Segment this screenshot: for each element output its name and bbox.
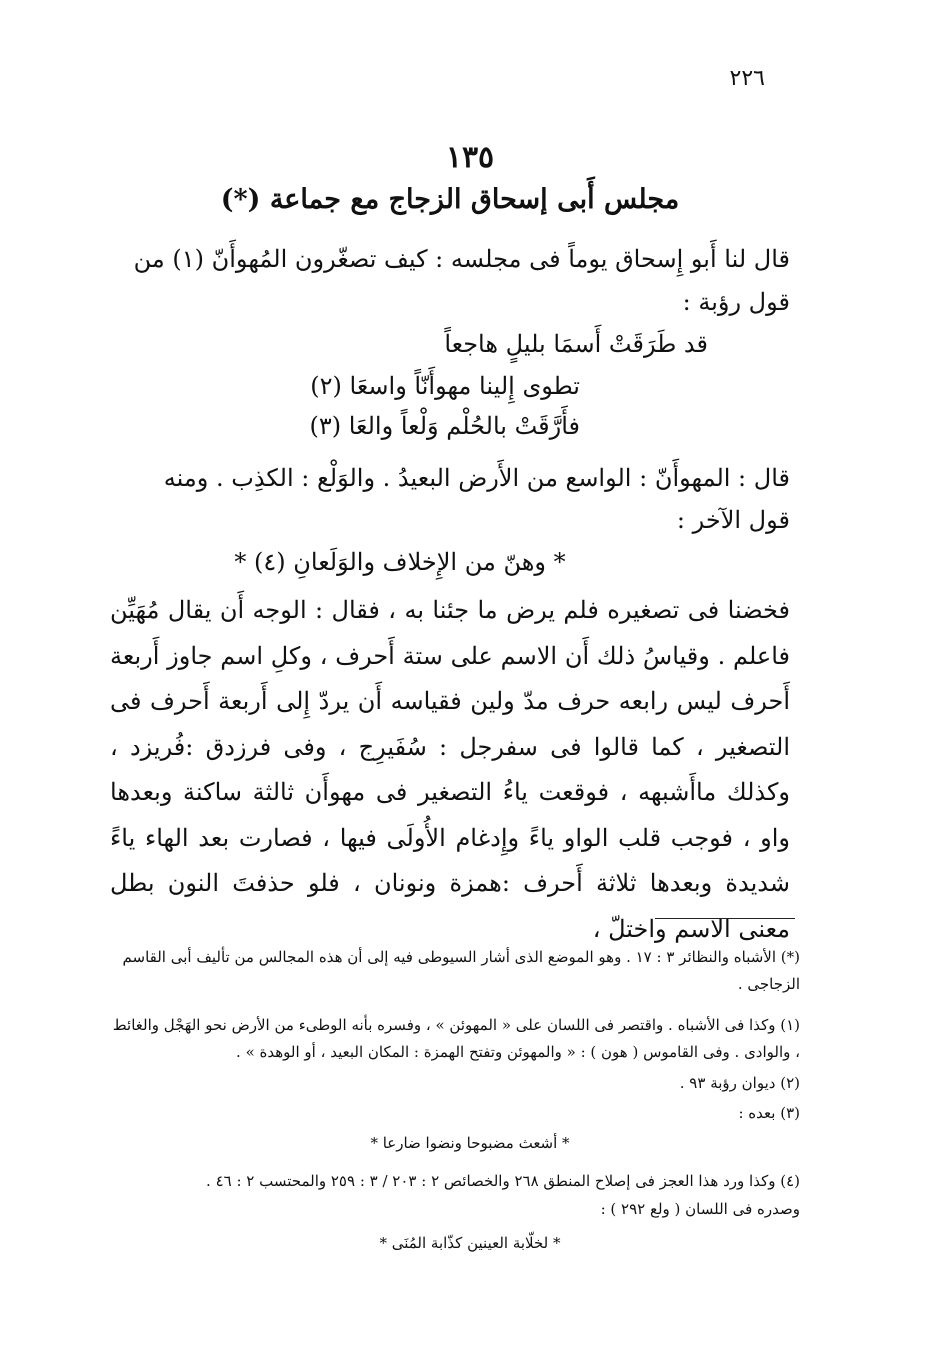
footnote-4-verse: * لخلّابة العينين كذّابة المُنَى * [379,1234,561,1252]
page-number: ٢٢٦ [729,66,765,91]
chapter-title: مجلس أَبى إسحاق الزجاج مع جماعة (*) [220,184,680,215]
verse-2: تطوى إِلينا مهوأَنّاً واسعَا (٢) [310,372,580,400]
section-number: ١٣٥ [445,140,495,175]
verse-3: فأَرَّقَتْ بالحُلْم وَلْعاً والعَا (٣) [309,412,580,440]
half-verse: * وهنّ من الإِخلاف والوَلَعانِ (٤) * [234,548,566,576]
footnote-star: (*) الأشباه والنظائر ٣ : ١٧ . وهو الموضع الذى أشار السيوطى فيه إلى أن هذه المجالس من تأليف أبى القاسم الزجاجى . [122,948,800,993]
footnote-4-line-1: (٤) وكذا ورد هذا العجز فى إصلاح المنطق ٢٦٨ والخصائص ٢ : ٢٠٣ / ٣ : ٢٥٩ والمحتسب ٢ : ٤٦ . [206,1172,800,1190]
body-paragraph: فخضنا فى تصغيره فلم يرض ما جئنا به ، فقال : الوجه أَن يقال مُهَيِّن فاعلم . وقياسُ ذلك أَن الاسم على ستة أَحرف ، وكلِ اسم جاوز أَربعة أَحرف ليس رابعه حرف مدّ ولين فقياسه أَن يردّ إِلى أَربعة أَحرف فى التصغير ، كما قالوا فى سفرجل : سُفَيرِج ، وفى فرزدق :فُريزد ، وكذلك ماأَشبهه ، فوقعت ياءُ التصغير فى مهوأَن ثالثة ساكنة وبعدها واو ، فوجب قلب الواو ياءً وإِدغام الأُولَى فيها ، فصارت بعد الهاء ياءً شديدة وبعدها ثلاثة أَحرف :همزة ونونان ، فلو حذفتَ النون بطل معنى الاسم واختلّ ، [110,596,790,943]
footnote-3: (٣) بعده : [738,1104,800,1122]
footnote-divider [655,918,795,919]
verse-1: قد طَرَقَتْ أَسمَا بليلٍ هاجعاً [444,330,708,358]
intro-line-1: قال لنا أَبو إِسحاق يوماً فى مجلسه : كيف تصغّرون المُهوأَنّ (١) من [133,245,790,273]
footnote-2: (٢) ديوان رؤبة ٩٣ . [679,1074,800,1092]
intro-line-2: قول رؤبة : [682,288,790,316]
footnote-3-verse: * أشعث مضبوحا ونضوا ضارعا * [370,1134,570,1152]
footnote-1: (١) وكذا فى الأشباه . واقتصر فى اللسان على « المهوئن » ، وفسره بأنه الوطىء من الأرض نحو الهَجْل والغائط ، والوادى . وفى القاموس ( هون ) : « والمهوئن وتفتح الهمزة : المكان البعيد ، أو الوهدة » . [112,1016,800,1061]
definition-line-2: قول الآخر : [676,506,790,534]
footnote-4-line-2: وصدره فى اللسان ( ولع ٢٩٢ ) : [600,1200,800,1218]
definition-line-1: قال : المهوأَنّ : الواسع من الأَرض البعيدُ . والوَلْع : الكذِب . ومنه [163,464,790,492]
